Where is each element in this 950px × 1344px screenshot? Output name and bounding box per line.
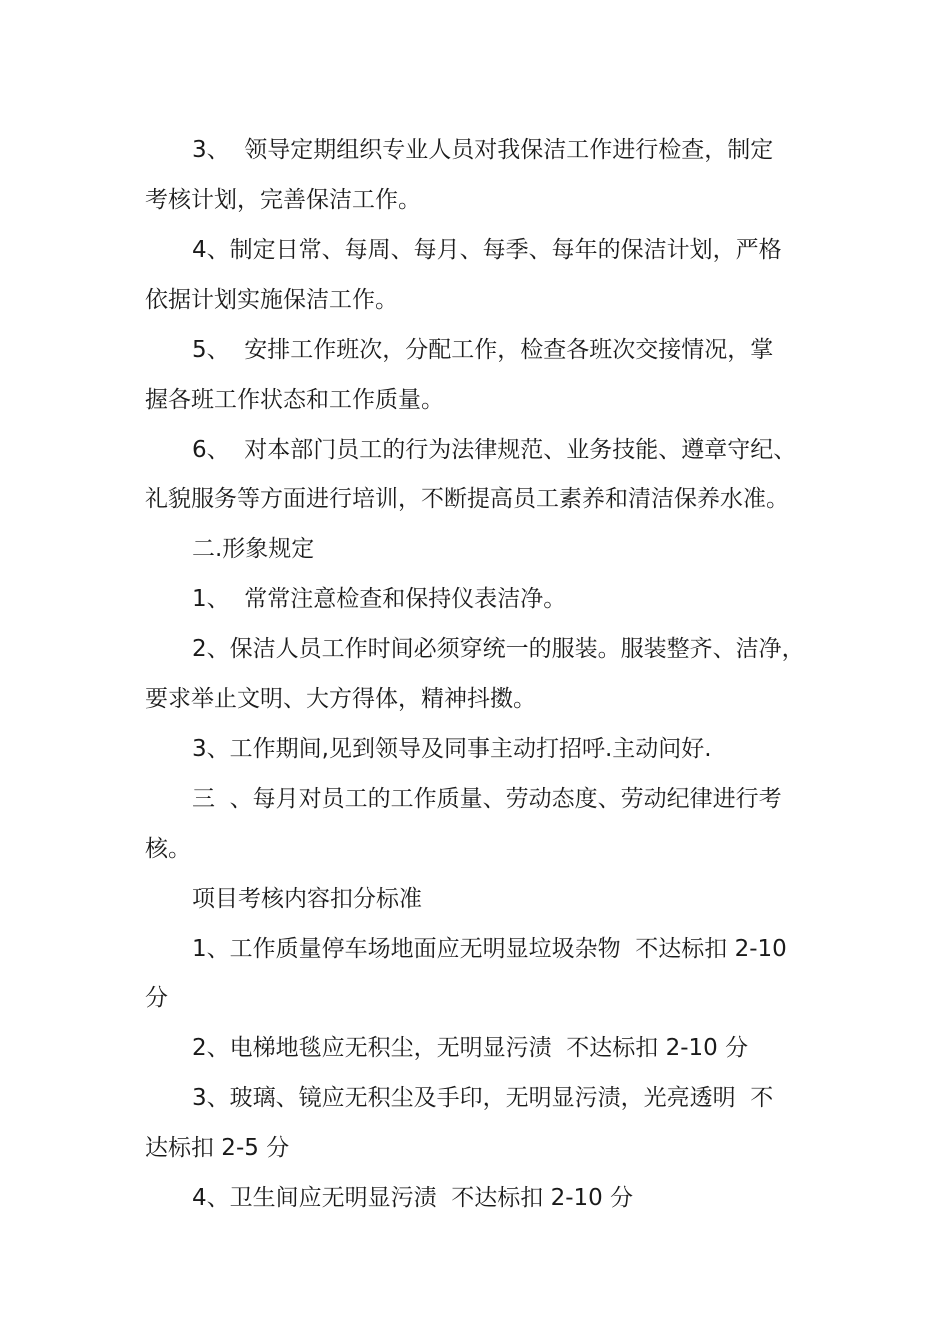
paragraph-line: 4、卫生间应无明显污渍 不达标扣 2-10 分: [192, 1185, 634, 1211]
paragraph-line: 核。: [145, 836, 191, 862]
paragraph-line: 握各班工作状态和工作质量。: [145, 387, 444, 413]
section-heading: 三 、每月对员工的工作质量、劳动态度、劳动纪律进行考: [192, 786, 782, 812]
paragraph-line: 4、制定日常、每周、每月、每季、每年的保洁计划，严格: [192, 237, 782, 263]
paragraph-line: 2、保洁人员工作时间必须穿统一的服装。服装整齐、洁净，: [192, 636, 805, 662]
section-heading: 二.形象规定: [192, 536, 315, 562]
paragraph-line: 6、 对本部门员工的行为法律规范、业务技能、遵章守纪、: [192, 437, 797, 463]
paragraph-line: 1、 常常注意检查和保持仪表洁净。: [192, 586, 567, 612]
paragraph-line: 3、玻璃、镜应无积尘及手印，无明显污渍，光亮透明 不: [192, 1085, 774, 1111]
paragraph-line: 考核计划，完善保洁工作。: [145, 187, 421, 213]
paragraph-line: 依据计划实施保洁工作。: [145, 287, 398, 313]
paragraph-line: 3、工作期间,见到领导及同事主动打招呼.主动问好.: [192, 736, 712, 762]
paragraph-line: 分: [145, 985, 168, 1011]
paragraph-line: 2、电梯地毯应无积尘，无明显污渍 不达标扣 2-10 分: [192, 1035, 749, 1061]
paragraph-line: 礼貌服务等方面进行培训，不断提高员工素养和清洁保养水准。: [145, 486, 789, 512]
paragraph-line: 项目考核内容扣分标准: [192, 886, 422, 912]
paragraph-line: 3、 领导定期组织专业人员对我保洁工作进行检查，制定: [192, 137, 774, 163]
paragraph-line: 要求举止文明、大方得体，精神抖擞。: [145, 686, 536, 712]
paragraph-line: 1、工作质量停车场地面应无明显垃圾杂物 不达标扣 2-10: [192, 936, 787, 962]
paragraph-line: 达标扣 2-5 分: [145, 1135, 290, 1161]
paragraph-line: 5、 安排工作班次，分配工作，检查各班次交接情况，掌: [192, 337, 774, 363]
